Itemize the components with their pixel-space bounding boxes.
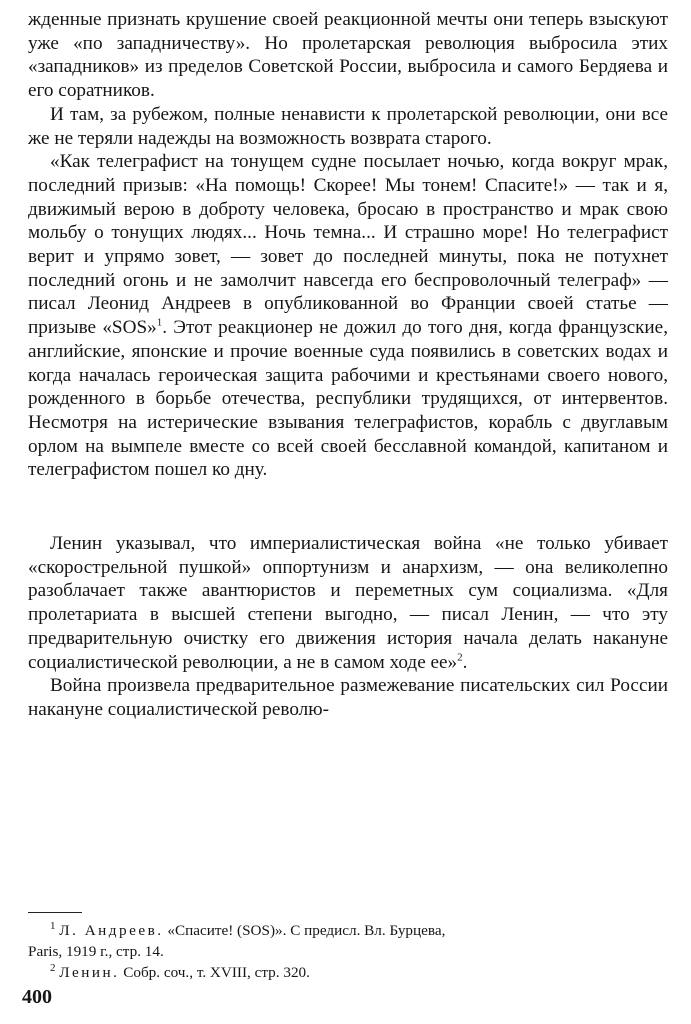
footnote-1-continuation: Paris, 1919 г., стр. 14.	[28, 943, 164, 960]
footnote-divider	[28, 912, 82, 913]
footnotes	[28, 920, 668, 983]
footnote-1-author: Л. Андреев.	[59, 922, 164, 939]
paragraph-5: Война произвела предварительное размежевание писательских сил России накануне социалистической револю-	[28, 675, 668, 720]
footnote-2-author: Ленин.	[59, 964, 120, 981]
footnote-2-mark: 2	[50, 961, 56, 974]
page-body	[28, 8, 668, 722]
footnote-ref-2: 2	[457, 651, 463, 664]
footnote-ref-1: 1	[156, 316, 163, 329]
footnote-2	[28, 962, 668, 983]
footnote-1-text: «Спасите! (SOS)». С предисл. Вл. Бурцева,	[167, 922, 446, 939]
paragraph-4	[28, 532, 668, 674]
paragraph-2: И там, за рубежом, полные ненависти к пролетарской революции, они все же не теряли надежды на возможность возврата старого.	[28, 103, 668, 149]
paragraph-3-text-a: «Как телеграфист на тонущем судне посылает ночью, когда вокруг мрак, последний призыв: «На помощь! Скорее! Мы тонем! Спасите!» — так и я, движимый верою в доброту человека, бросаю в пространство и мрак свою мольбу о тонущих людях... Ночь темна... И страшно море! Но телеграфист верит и упрямо зовет, — зовет до последней минуты, пока не потухнет последний огонь и не замолчит навсегда его беспроволочный телеграф» — писал Леонид Андреев в опубликованной во Франции своей статье — призыве «SOS»	[28, 151, 668, 339]
paragraph-4-text-a: Ленин указывал, что империалистическая война «не только убивает «скорострельной пушкой» оппортунизм и анархизм, — она великолепно разоблачает также авантюристов и переметных сум социализма. «Для пролетариата в высшей степени выгодно, — писал Ленин, — что эту предварительную очистку его движения история начала делать накануне социалистической революции, а не в самом ходе ее»	[28, 533, 668, 673]
paragraph-1: жденные признать крушение своей реакционной мечты они теперь взыскуют уже «по западничеству». Но пролетарская революция выбросила этих «западников» из пределов Советской России, выбросила и самого Бердяева и его соратников.	[28, 9, 668, 102]
paragraph-3-text-b: . Этот реакционер не дожил до того дня, когда французские, английские, японские и прочие военные суда появились в советских водах и когда началась героическая защита рабочими и крестьянами своего нового, рожденного в борьбе отечества, республики трудящихся, от интервентов. Несмотря на истерические взывания телеграфистов, корабль с двуглавым орлом на вымпеле вместе со всей своей бесславной командой, капитаном и телеграфистом пошел ко дну.	[28, 317, 668, 481]
paragraph-3	[28, 150, 668, 482]
paragraph-4-text-b: .	[462, 651, 468, 673]
page-number: 400	[22, 986, 52, 1008]
footnote-1	[28, 920, 668, 941]
footnote-2-text: Собр. соч., т. XVIII, стр. 320.	[123, 964, 310, 981]
section-gap	[28, 482, 668, 532]
footnote-1-mark: 1	[50, 919, 56, 932]
